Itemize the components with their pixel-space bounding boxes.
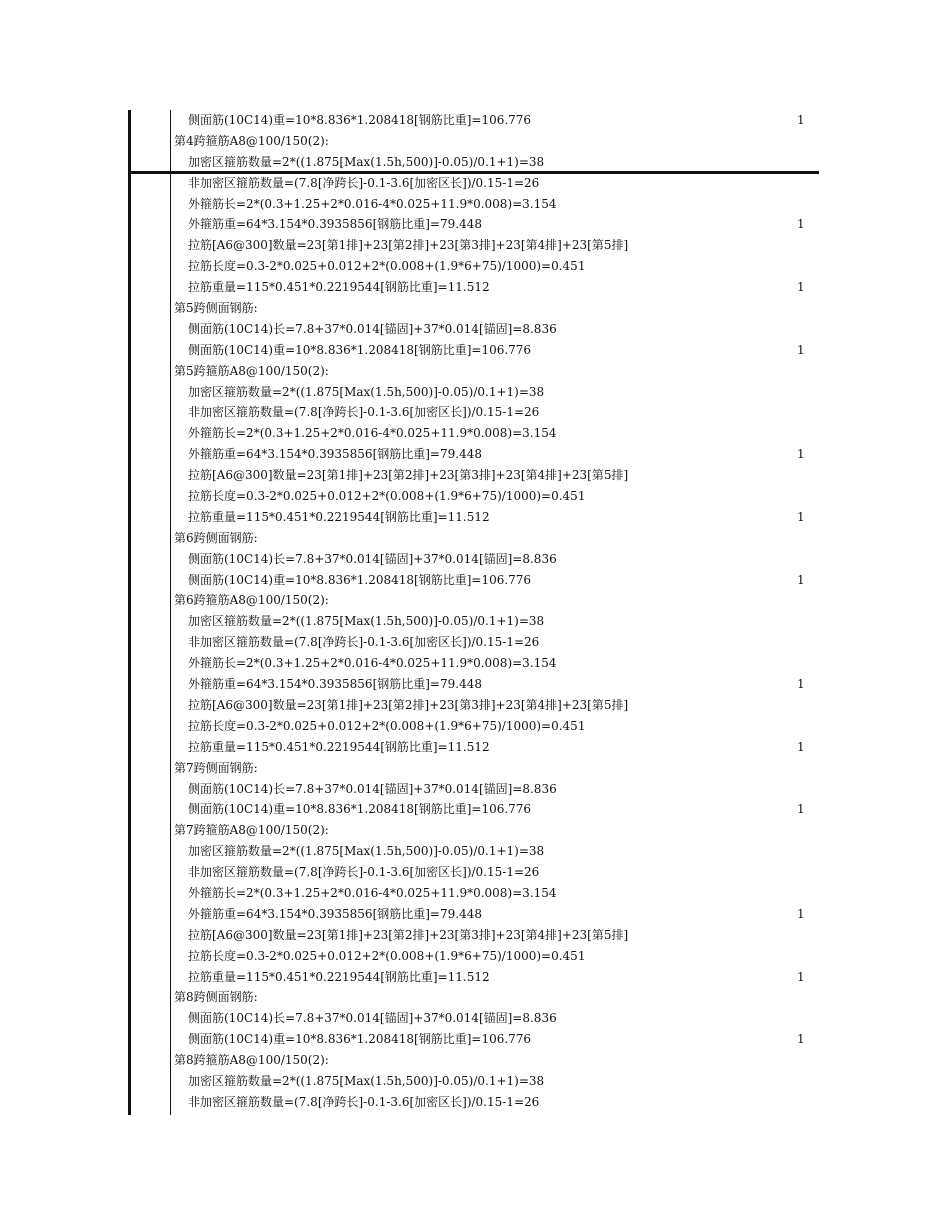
calc-formula: 非加密区箍筋数量=(7.8[净跨长]-0.1-3.6[加密区长])/0.15-1=26 — [188, 635, 540, 650]
calc-formula: 非加密区箍筋数量=(7.8[净跨长]-0.1-3.6[加密区长])/0.15-1=26 — [188, 865, 540, 880]
quantity-value: 1 — [797, 572, 805, 587]
calc-formula: 加密区箍筋数量=2*((1.875[Max(1.5h,500)]-0.05)/0.1+1)=38 — [188, 384, 545, 399]
section-header-text: 第6跨箍筋A8@100/150(2): — [174, 593, 329, 608]
calc-row — [0, 1092, 950, 1113]
quantity-value: 1 — [797, 802, 805, 817]
calc-formula: 侧面筋(10C14)重=10*8.836*1.208418[钢筋比重]=106.776 — [188, 342, 532, 357]
calc-row — [0, 1008, 950, 1029]
quantity-value: 1 — [797, 677, 805, 692]
calc-row — [0, 946, 950, 967]
section-header-text: 第8跨侧面钢筋: — [174, 990, 258, 1005]
calc-formula: 拉筋长度=0.3-2*0.025+0.012+2*(0.008+(1.9*6+75)/1000)=0.451 — [188, 259, 586, 274]
section-header-row — [0, 131, 950, 152]
calc-row — [0, 1029, 950, 1050]
calc-row — [0, 194, 950, 215]
calc-formula: 拉筋[A6@300]数量=23[第1排]+23[第2排]+23[第3排]+23[第4排]+23[第5排] — [188, 927, 629, 942]
quantity-value: 1 — [797, 217, 805, 232]
calc-formula: 拉筋长度=0.3-2*0.025+0.012+2*(0.008+(1.9*6+75)/1000)=0.451 — [188, 948, 586, 963]
calc-row — [0, 967, 950, 988]
calc-formula: 侧面筋(10C14)长=7.8+37*0.014[锚固]+37*0.014[锚固]=8.836 — [188, 321, 557, 336]
calc-formula: 拉筋重量=115*0.451*0.2219544[钢筋比重]=11.512 — [188, 509, 490, 524]
calc-row — [0, 632, 950, 653]
calc-row — [0, 549, 950, 570]
section-header-row — [0, 590, 950, 611]
calc-row — [0, 486, 950, 507]
calc-formula: 侧面筋(10C14)重=10*8.836*1.208418[钢筋比重]=106.776 — [188, 802, 532, 817]
calc-row — [0, 402, 950, 423]
calc-formula: 侧面筋(10C14)长=7.8+37*0.014[锚固]+37*0.014[锚固]=8.836 — [188, 781, 557, 796]
calc-row — [0, 779, 950, 800]
calc-row — [0, 611, 950, 632]
calc-formula: 外箍筋长=2*(0.3+1.25+2*0.016-4*0.025+11.9*0.008)=3.154 — [188, 656, 557, 671]
quantity-value: 1 — [797, 739, 805, 754]
calc-formula: 加密区箍筋数量=2*((1.875[Max(1.5h,500)]-0.05)/0.1+1)=38 — [188, 1073, 545, 1088]
calc-row — [0, 152, 950, 173]
section-header-text: 第4跨箍筋A8@100/150(2): — [174, 133, 329, 148]
calc-formula: 侧面筋(10C14)长=7.8+37*0.014[锚固]+37*0.014[锚固]=8.836 — [188, 1011, 557, 1026]
section-header-row — [0, 528, 950, 549]
calc-formula: 拉筋[A6@300]数量=23[第1排]+23[第2排]+23[第3排]+23[第4排]+23[第5排] — [188, 238, 629, 253]
calc-row — [0, 277, 950, 298]
calc-row — [0, 340, 950, 361]
calc-row — [0, 716, 950, 737]
calc-formula: 侧面筋(10C14)重=10*8.836*1.208418[钢筋比重]=106.776 — [188, 1032, 532, 1047]
calc-row — [0, 883, 950, 904]
calc-row — [0, 653, 950, 674]
calc-formula: 拉筋长度=0.3-2*0.025+0.012+2*(0.008+(1.9*6+75)/1000)=0.451 — [188, 489, 586, 504]
calc-formula: 非加密区箍筋数量=(7.8[净跨长]-0.1-3.6[加密区长])/0.15-1=26 — [188, 405, 540, 420]
section-header-text: 第5跨箍筋A8@100/150(2): — [174, 363, 329, 378]
calculation-list — [0, 110, 950, 1113]
calc-row — [0, 799, 950, 820]
section-header-row — [0, 361, 950, 382]
section-header-row — [0, 758, 950, 779]
calc-row — [0, 465, 950, 486]
section-header-row — [0, 298, 950, 319]
quantity-value: 1 — [797, 969, 805, 984]
calc-formula: 拉筋[A6@300]数量=23[第1排]+23[第2排]+23[第3排]+23[第4排]+23[第5排] — [188, 697, 629, 712]
section-header-text: 第7跨箍筋A8@100/150(2): — [174, 823, 329, 838]
calc-formula: 非加密区箍筋数量=(7.8[净跨长]-0.1-3.6[加密区长])/0.15-1=26 — [188, 175, 540, 190]
calc-row — [0, 695, 950, 716]
calc-row — [0, 444, 950, 465]
calc-formula: 加密区箍筋数量=2*((1.875[Max(1.5h,500)]-0.05)/0.1+1)=38 — [188, 154, 545, 169]
calc-formula: 加密区箍筋数量=2*((1.875[Max(1.5h,500)]-0.05)/0.1+1)=38 — [188, 614, 545, 629]
calc-row — [0, 904, 950, 925]
calc-formula: 外箍筋长=2*(0.3+1.25+2*0.016-4*0.025+11.9*0.008)=3.154 — [188, 196, 557, 211]
calc-formula: 拉筋重量=115*0.451*0.2219544[钢筋比重]=11.512 — [188, 280, 490, 295]
quantity-value: 1 — [797, 906, 805, 921]
calc-formula: 拉筋长度=0.3-2*0.025+0.012+2*(0.008+(1.9*6+75)/1000)=0.451 — [188, 718, 586, 733]
calc-row — [0, 319, 950, 340]
calc-formula: 侧面筋(10C14)重=10*8.836*1.208418[钢筋比重]=106.776 — [188, 113, 532, 127]
calc-formula: 拉筋[A6@300]数量=23[第1排]+23[第2排]+23[第3排]+23[第4排]+23[第5排] — [188, 468, 629, 483]
quantity-value: 1 — [797, 509, 805, 524]
calc-formula: 加密区箍筋数量=2*((1.875[Max(1.5h,500)]-0.05)/0.1+1)=38 — [188, 844, 545, 859]
quantity-value: 1 — [797, 280, 805, 295]
section-header-row — [0, 1050, 950, 1071]
section-header-text: 第5跨侧面钢筋: — [174, 301, 258, 316]
calc-row — [0, 382, 950, 403]
calc-formula: 外箍筋重=64*3.154*0.3935856[钢筋比重]=79.448 — [188, 217, 482, 232]
calc-row — [0, 1071, 950, 1092]
calc-row — [0, 423, 950, 444]
section-header-text: 第7跨侧面钢筋: — [174, 760, 258, 775]
calc-formula: 外箍筋长=2*(0.3+1.25+2*0.016-4*0.025+11.9*0.008)=3.154 — [188, 885, 557, 900]
calc-formula: 拉筋重量=115*0.451*0.2219544[钢筋比重]=11.512 — [188, 739, 490, 754]
calc-formula: 非加密区箍筋数量=(7.8[净跨长]-0.1-3.6[加密区长])/0.15-1=26 — [188, 1094, 540, 1109]
calc-row — [0, 110, 950, 131]
section-header-row — [0, 987, 950, 1008]
calc-formula: 拉筋重量=115*0.451*0.2219544[钢筋比重]=11.512 — [188, 969, 490, 984]
calc-formula: 外箍筋重=64*3.154*0.3935856[钢筋比重]=79.448 — [188, 677, 482, 692]
section-header-text: 第8跨箍筋A8@100/150(2): — [174, 1053, 329, 1068]
calc-row — [0, 173, 950, 194]
calc-row — [0, 925, 950, 946]
calc-row — [0, 256, 950, 277]
quantity-value: 1 — [797, 342, 805, 357]
section-header-text: 第6跨侧面钢筋: — [174, 530, 258, 545]
calc-row — [0, 235, 950, 256]
calc-row — [0, 507, 950, 528]
quantity-value: 1 — [797, 447, 805, 462]
calc-row — [0, 841, 950, 862]
calc-formula: 外箍筋重=64*3.154*0.3935856[钢筋比重]=79.448 — [188, 906, 482, 921]
calc-formula: 侧面筋(10C14)长=7.8+37*0.014[锚固]+37*0.014[锚固]=8.836 — [188, 551, 557, 566]
calc-formula: 外箍筋重=64*3.154*0.3935856[钢筋比重]=79.448 — [188, 447, 482, 462]
calc-row — [0, 674, 950, 695]
calc-formula: 侧面筋(10C14)重=10*8.836*1.208418[钢筋比重]=106.776 — [188, 572, 532, 587]
calc-row — [0, 214, 950, 235]
quantity-value: 1 — [797, 1032, 805, 1047]
calc-row — [0, 570, 950, 591]
quantity-value: 1 — [797, 113, 805, 127]
calc-row — [0, 737, 950, 758]
calc-formula: 外箍筋长=2*(0.3+1.25+2*0.016-4*0.025+11.9*0.008)=3.154 — [188, 426, 557, 441]
section-header-row — [0, 820, 950, 841]
calc-row — [0, 862, 950, 883]
